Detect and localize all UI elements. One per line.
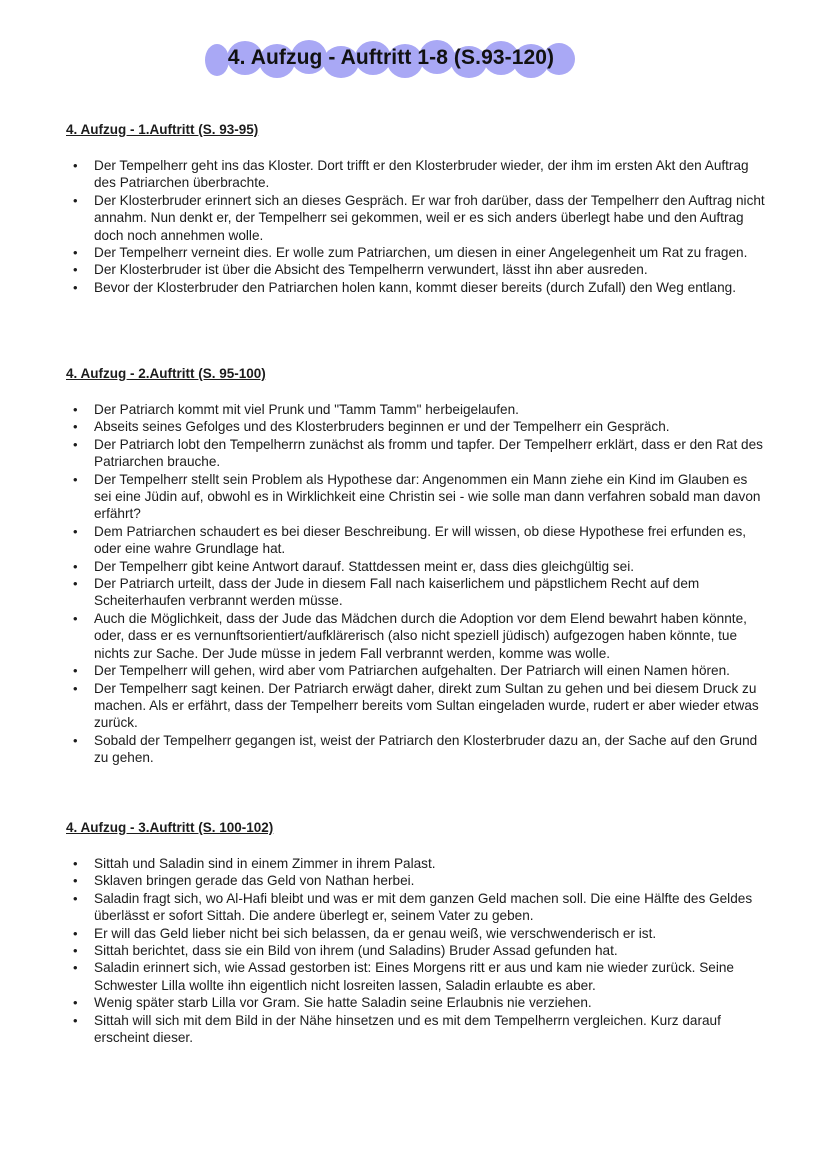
list-item: • Sittah und Saladin sind in einem Zimmer in ihrem Palast.	[66, 855, 766, 872]
section-auftritt-2	[66, 365, 766, 767]
section-heading: 4. Aufzug - 2.Auftritt (S. 95-100)	[64, 366, 268, 381]
section-auftritt-3	[66, 819, 766, 1046]
list-item: • Sittah berichtet, dass sie ein Bild von ihrem (und Saladins) Bruder Assad gefunden hat.	[66, 942, 766, 959]
section-auftritt-1	[66, 121, 766, 296]
list-item: • Der Klosterbruder erinnert sich an dieses Gespräch. Er war froh darüber, dass der Tempelherr den Auftrag nicht annahm. Nun denkt er, der Tempelherr sei gekommen, weil er es sich anders überlegt habe und den Auftrag doch noch annehmen wolle.	[66, 192, 766, 244]
list-item: • Saladin erinnert sich, wie Assad gestorben ist: Eines Morgens ritt er aus und kam nie wieder zurück. Seine Schwester Lilla wollte ihn eigentlich nicht losreiten lassen, Saladin erlaubte es aber.	[66, 959, 766, 994]
list-item: • Der Tempelherr stellt sein Problem als Hypothese dar: Angenommen ein Mann ziehe ein Kind im Glauben es sei eine Jüdin auf, obwohl es in Wirklichkeit eine Christin sei - wie solle man dann verfahren sobald man davon erfährt?	[66, 471, 766, 523]
list-item: • Auch die Möglichkeit, dass der Jude das Mädchen durch die Adoption vor dem Elend bewahrt haben könnte, oder, dass er es vernunftsorientiert/aufklärerisch (also nicht speziell jüdisch) aufgezogen haben könnte, tue nichts zur Sache. Der Jude müsse in jedem Fall verbrannt werden, komme was wolle.	[66, 610, 766, 662]
list-item: • Er will das Geld lieber nicht bei sich belassen, da er genau weiß, wie verschwenderisch er ist.	[66, 925, 766, 942]
list-item: • Der Tempelherr gibt keine Antwort darauf. Stattdessen meint er, dass dies gleichgültig sei.	[66, 558, 766, 575]
list-item: • Der Patriarch kommt mit viel Prunk und "Tamm Tamm" herbeigelaufen.	[66, 401, 766, 418]
list-item: • Abseits seines Gefolges und des Klosterbruders beginnen er und der Tempelherr ein Gespräch.	[66, 418, 766, 435]
list-item: • Sittah will sich mit dem Bild in der Nähe hinsetzen und es mit dem Tempelherrn vergleichen. Kurz darauf erscheint dieser.	[66, 1012, 766, 1047]
section-heading: 4. Aufzug - 3.Auftritt (S. 100-102)	[64, 820, 275, 835]
bullet-list	[66, 157, 766, 296]
list-item: • Sklaven bringen gerade das Geld von Nathan herbei.	[66, 872, 766, 889]
list-item: • Wenig später starb Lilla vor Gram. Sie hatte Saladin seine Erlaubnis nie verziehen.	[66, 994, 766, 1011]
list-item: • Bevor der Klosterbruder den Patriarchen holen kann, kommt dieser bereits (durch Zufall) den Weg entlang.	[66, 279, 766, 296]
section-heading: 4. Aufzug - 1.Auftritt (S. 93-95)	[64, 122, 260, 137]
page-title: 4. Aufzug - Auftritt 1-8 (S.93-120)	[227, 46, 555, 69]
list-item: • Der Klosterbruder ist über die Absicht des Tempelherrn verwundert, lässt ihn aber ausreden.	[66, 261, 766, 278]
list-item: • Der Tempelherr will gehen, wird aber vom Patriarchen aufgehalten. Der Patriarch will einen Namen hören.	[66, 662, 766, 679]
list-item: • Der Patriarch lobt den Tempelherrn zunächst als fromm und tapfer. Der Tempelherr erklärt, dass er den Rat des Patriarchen brauche.	[66, 436, 766, 471]
bullet-list	[66, 401, 766, 767]
list-item: • Sobald der Tempelherr gegangen ist, weist der Patriarch den Klosterbruder dazu an, der Sache auf den Grund zu gehen.	[66, 732, 766, 767]
list-item: • Der Tempelherr verneint dies. Er wolle zum Patriarchen, um diesen in einer Angelegenheit um Rat zu fragen.	[66, 244, 766, 261]
list-item: • Dem Patriarchen schaudert es bei dieser Beschreibung. Er will wissen, ob diese Hypothese frei erfunden es, oder eine wahre Grundlage hat.	[66, 523, 766, 558]
list-item: • Der Patriarch urteilt, dass der Jude in diesem Fall nach kaiserlichem und päpstlichem Recht auf dem Scheiterhaufen verbrannt werden müsse.	[66, 575, 766, 610]
list-item: • Der Tempelherr sagt keinen. Der Patriarch erwägt daher, direkt zum Sultan zu gehen und bei diesem Druck zu machen. Als er erfährt, dass der Tempelherr bereits vom Sultan eingeladen wurde, rudert er aber wieder etwas zurück.	[66, 680, 766, 732]
bullet-list	[66, 855, 766, 1046]
title-block	[205, 38, 577, 82]
list-item: • Der Tempelherr geht ins das Kloster. Dort trifft er den Klosterbruder wieder, der ihm im ersten Akt den Auftrag des Patriarchen überbrachte.	[66, 157, 766, 192]
list-item: • Saladin fragt sich, wo Al-Hafi bleibt und was er mit dem ganzen Geld machen soll. Die eine Hälfte des Geldes überlässt er sofort Sittah. Die andere überlegt er, seinem Vater zu geben.	[66, 890, 766, 925]
